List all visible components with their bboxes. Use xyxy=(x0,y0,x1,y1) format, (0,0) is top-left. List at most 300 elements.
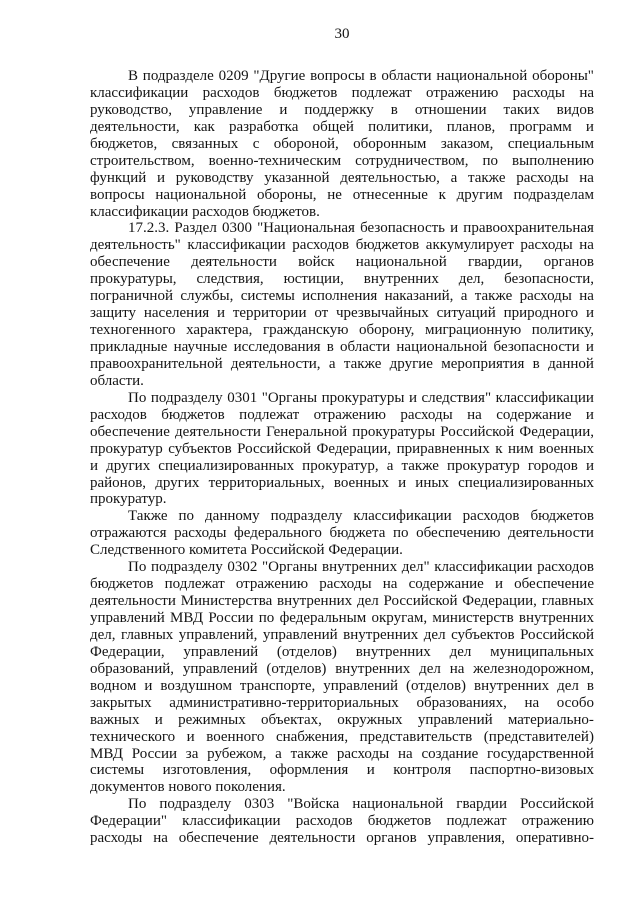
page-number: 30 xyxy=(334,26,350,42)
word: подразделу xyxy=(150,389,223,406)
word: дел xyxy=(423,626,446,643)
word: подлежат xyxy=(351,84,412,101)
text-line: классификации расходов бюджетов. xyxy=(90,203,320,220)
word: и xyxy=(494,576,503,593)
text-line: документов нового поколения. xyxy=(90,779,286,796)
word: мероприятия xyxy=(441,355,525,372)
word: содержание xyxy=(408,576,484,593)
word: закрытых xyxy=(90,694,152,711)
word: Раздел xyxy=(174,220,217,237)
word: бюджетов xyxy=(530,508,594,525)
word: другим xyxy=(456,186,503,203)
word: технического xyxy=(90,728,176,745)
text-line xyxy=(90,102,594,119)
word: внутренних xyxy=(343,626,419,643)
word: образований, xyxy=(90,660,175,677)
word: на xyxy=(382,576,398,593)
text-line xyxy=(90,424,594,441)
text-line xyxy=(128,220,594,237)
word: управление xyxy=(188,101,263,118)
word: управления, xyxy=(427,830,505,847)
word: на xyxy=(579,169,594,186)
word: отражению xyxy=(313,406,386,423)
word: управлений xyxy=(262,626,338,643)
word: и xyxy=(186,728,195,745)
word: на xyxy=(579,84,594,101)
word: по xyxy=(178,508,195,525)
text-line xyxy=(90,746,594,763)
word: расходов xyxy=(537,559,594,576)
word: МВД xyxy=(170,610,204,626)
word: безопасности xyxy=(493,339,580,355)
word: функций xyxy=(90,169,147,186)
word: от xyxy=(314,305,329,322)
word: правоохранительная xyxy=(463,220,594,237)
word: 0301 xyxy=(227,389,258,406)
text-line xyxy=(90,356,594,373)
word: Также xyxy=(128,508,168,525)
word: обороны" xyxy=(532,68,594,84)
word: дел xyxy=(356,593,379,610)
word: дел, xyxy=(90,626,116,643)
word: представительств xyxy=(359,728,473,745)
word: наказаний, xyxy=(384,288,454,305)
word: территориальных, xyxy=(208,474,325,491)
word: подразделам xyxy=(513,186,594,203)
word: расходы xyxy=(400,406,453,423)
word: 0302 xyxy=(227,559,258,576)
word: По xyxy=(128,559,147,576)
word: юстиции, xyxy=(283,271,344,288)
word: указанной xyxy=(264,169,330,186)
word: Российской xyxy=(520,796,594,813)
word: России xyxy=(131,745,178,762)
word: Российской xyxy=(520,626,594,643)
word: следствия" xyxy=(421,389,492,406)
word: прокуратуры xyxy=(352,423,436,440)
word: Министерства xyxy=(180,593,273,610)
word: прокуратур, xyxy=(302,457,379,474)
text-line: Следственного комитета Российской Федерации. xyxy=(90,542,403,559)
word: пограничной xyxy=(90,288,173,305)
word: министерств xyxy=(432,610,514,626)
word: также xyxy=(290,745,329,762)
word: снабжения, xyxy=(275,728,349,745)
word: и xyxy=(585,118,594,135)
word: (отделов) xyxy=(406,677,467,694)
word: на xyxy=(153,830,168,847)
word: видов xyxy=(556,101,594,118)
word: округам, xyxy=(371,610,428,626)
word: данной xyxy=(548,355,594,372)
word: бюджета xyxy=(329,525,386,542)
word: прикладные xyxy=(90,339,168,355)
word: важных xyxy=(90,711,140,728)
word: Российской xyxy=(383,593,458,610)
word: внутренних xyxy=(335,660,411,677)
word: воздушном xyxy=(160,677,232,694)
word: особо xyxy=(556,694,594,711)
text-line xyxy=(90,830,594,847)
word: "Национальная xyxy=(257,220,355,237)
paragraph xyxy=(90,68,594,220)
word: службы, xyxy=(180,288,234,305)
word: "Другие xyxy=(253,68,306,84)
text-line xyxy=(90,695,594,712)
text-line xyxy=(90,644,594,661)
word: данному xyxy=(205,508,260,525)
word: в xyxy=(326,339,334,355)
word: других xyxy=(106,457,151,474)
word: а xyxy=(328,355,336,372)
word: расходы xyxy=(516,169,569,186)
word: руководству xyxy=(175,169,254,186)
word: органов xyxy=(543,254,594,271)
text-line: области. xyxy=(90,372,144,389)
text-line xyxy=(90,339,594,356)
text-line: прокуратур. xyxy=(90,491,167,508)
word: аккумулирует xyxy=(425,237,514,254)
word: внутренних xyxy=(355,643,431,660)
word: управлений xyxy=(90,610,165,626)
word: и xyxy=(450,220,459,237)
word: Федерации, xyxy=(316,440,392,457)
word: и xyxy=(585,457,594,474)
word: и xyxy=(398,474,407,491)
word: главных xyxy=(541,593,594,610)
word: деятельности xyxy=(269,830,356,847)
word: В xyxy=(128,68,139,84)
word: контроля xyxy=(393,762,452,779)
word: бюджетов xyxy=(90,576,154,593)
text-line xyxy=(90,678,594,695)
word: отношении xyxy=(414,101,487,118)
word: заказом, xyxy=(440,135,494,152)
word: "Органы xyxy=(261,389,318,406)
word: и xyxy=(156,169,165,186)
word: безопасность xyxy=(360,220,446,237)
word: системы xyxy=(240,288,295,305)
word: расходы xyxy=(519,288,572,305)
text-line xyxy=(90,85,594,102)
word: и xyxy=(408,389,417,406)
paragraph xyxy=(90,220,594,389)
word: классификации xyxy=(187,237,286,254)
word: правоохранительной xyxy=(90,355,223,372)
word: области xyxy=(340,339,391,355)
word: по xyxy=(482,152,499,169)
text-line xyxy=(90,407,594,424)
text-line xyxy=(90,729,594,746)
word: расходов xyxy=(462,508,520,525)
word: не xyxy=(327,186,342,203)
word: также xyxy=(343,355,382,372)
word: исследования xyxy=(233,339,321,355)
document-body xyxy=(90,68,594,847)
word: и xyxy=(585,406,594,423)
word: Федерации, xyxy=(519,423,594,440)
word: бюджетов xyxy=(161,406,225,423)
text-line xyxy=(90,136,594,153)
word: связанных xyxy=(171,135,239,152)
word: оборонным xyxy=(353,135,427,152)
word: классификации xyxy=(434,559,533,576)
word: прокуратуры, xyxy=(90,271,177,288)
text-line xyxy=(90,593,594,610)
word: и xyxy=(216,305,225,322)
word: оформления xyxy=(269,762,349,779)
word: и xyxy=(585,339,594,355)
paragraph xyxy=(90,559,594,796)
word: создание xyxy=(421,745,479,762)
word: выполнению xyxy=(512,152,594,169)
word: расходы xyxy=(319,576,372,593)
word: и xyxy=(585,305,594,322)
word: к xyxy=(495,440,503,457)
word: военно-техническим xyxy=(208,152,342,169)
word: окружных xyxy=(337,711,403,728)
text-line xyxy=(90,712,594,729)
word: дел xyxy=(419,660,441,677)
word: специальным xyxy=(507,135,594,152)
word: городов xyxy=(527,457,578,474)
word: режимных xyxy=(178,711,246,728)
text-line xyxy=(90,475,594,492)
word: 17.2.3. xyxy=(128,220,170,237)
word: иных xyxy=(415,474,449,491)
word: федерального xyxy=(234,525,322,542)
word: транспорте, xyxy=(239,677,316,694)
word: внутренних xyxy=(474,677,550,694)
text-line xyxy=(128,559,594,576)
word: деятельности xyxy=(175,423,261,440)
word: 0300 xyxy=(221,220,252,237)
word: федеральным xyxy=(279,610,367,626)
word: политики, xyxy=(368,118,433,135)
word: внутренних xyxy=(277,593,353,610)
word: национальной xyxy=(155,186,247,203)
word: на xyxy=(579,288,594,305)
word: дел" xyxy=(401,559,430,576)
word: сотрудничеством, xyxy=(355,152,469,169)
word: национальной xyxy=(436,68,528,84)
text-line xyxy=(90,305,594,322)
word: России xyxy=(208,610,254,626)
word: классификации xyxy=(182,813,281,830)
word: отнесенные xyxy=(352,186,428,203)
text-line xyxy=(90,170,594,187)
word: бюджетов, xyxy=(90,135,158,152)
text-line xyxy=(128,508,594,525)
text-line xyxy=(128,390,594,407)
word: системы xyxy=(90,762,145,779)
text-line xyxy=(90,627,594,644)
word: муниципальных xyxy=(490,643,594,660)
text-line xyxy=(90,661,594,678)
word: расходы xyxy=(520,237,573,254)
word: расходы xyxy=(174,525,227,542)
text-line xyxy=(90,254,594,271)
word: Российской xyxy=(440,423,515,440)
word: прокуратур xyxy=(90,440,163,457)
word: гвардии xyxy=(456,796,507,813)
word: классификации xyxy=(90,84,189,101)
word: подлежат xyxy=(239,406,300,423)
word: (отделов) xyxy=(266,660,327,677)
word: расходов xyxy=(202,84,260,101)
word: и xyxy=(154,711,163,728)
word: военных xyxy=(538,440,594,457)
word: по xyxy=(393,525,409,542)
word: главных xyxy=(121,626,174,643)
word: а xyxy=(386,457,394,474)
word: Федерации" xyxy=(90,813,167,830)
word: деятельность" xyxy=(90,237,181,254)
word: бюджетов xyxy=(273,84,338,101)
word: подлежат xyxy=(164,576,225,593)
word: оборону, xyxy=(359,322,415,339)
word: подразделу xyxy=(270,508,343,525)
word: подразделу xyxy=(159,796,232,813)
word: Генеральной xyxy=(266,423,348,440)
word: бюджетов xyxy=(355,237,420,254)
paragraph xyxy=(90,796,594,847)
word: вопросы xyxy=(90,186,145,203)
word: Федерации, xyxy=(90,643,165,660)
text-line xyxy=(90,525,594,542)
word: также xyxy=(474,288,513,305)
word: ситуаций xyxy=(436,305,496,322)
word: деятельности, xyxy=(90,118,180,135)
word: управлений xyxy=(417,711,493,728)
word: оперативно- xyxy=(515,830,594,847)
word: образованиях, xyxy=(416,694,507,711)
word: субъектов xyxy=(168,440,232,457)
word: 0209 xyxy=(218,68,249,84)
word: прокуратур xyxy=(447,457,520,474)
word: и xyxy=(144,677,153,694)
word: общей xyxy=(312,118,354,135)
word: МВД xyxy=(90,745,124,762)
word: в xyxy=(369,68,377,84)
text-line xyxy=(90,288,594,305)
word: содержание xyxy=(496,406,572,423)
word: классификации xyxy=(353,508,452,525)
word: районов, xyxy=(90,474,147,491)
word: обеспечению xyxy=(416,525,501,542)
word: обеспечение xyxy=(178,830,259,847)
word: ним xyxy=(507,440,534,457)
word: за xyxy=(185,745,199,762)
word: другие xyxy=(389,355,433,372)
word: (представителей) xyxy=(483,728,594,745)
word: области xyxy=(381,68,432,84)
word: Российской xyxy=(237,440,312,457)
word: руководство, xyxy=(90,101,172,118)
word: изготовления, xyxy=(162,762,252,779)
paragraph xyxy=(90,508,594,559)
word: также xyxy=(401,457,439,474)
word: деятельностью, xyxy=(340,169,440,186)
word: классификации xyxy=(495,389,594,406)
word: (отделов) xyxy=(276,643,337,660)
word: гражданскую xyxy=(262,322,349,339)
word: обороной, xyxy=(273,135,339,152)
text-line xyxy=(128,68,594,85)
word: миграционную xyxy=(425,322,522,339)
word: рубежом, xyxy=(207,745,267,762)
word: на xyxy=(579,237,594,254)
word: расходы xyxy=(90,830,143,847)
word: приравненных xyxy=(396,440,490,457)
text-line xyxy=(90,237,594,254)
word: населения xyxy=(143,305,210,322)
word: и xyxy=(279,101,288,118)
word: отражаются xyxy=(90,525,167,542)
word: а xyxy=(275,745,282,762)
text-line xyxy=(90,119,594,136)
text-line xyxy=(90,187,594,204)
word: дел, xyxy=(458,271,485,288)
word: национальной xyxy=(355,254,447,271)
word: "Органы xyxy=(262,559,318,576)
word: научные xyxy=(173,339,228,355)
word: как xyxy=(193,118,215,135)
word: обороны, xyxy=(257,186,317,203)
word: чрезвычайных xyxy=(336,305,429,322)
word: гвардии, xyxy=(467,254,523,271)
word: внутренних xyxy=(321,559,398,576)
word: обеспечение xyxy=(514,576,594,593)
word: на xyxy=(524,694,540,711)
word: и xyxy=(90,457,99,474)
word: расходы xyxy=(336,745,390,762)
word: характера, xyxy=(186,322,253,339)
word: "Войска xyxy=(287,796,340,813)
word: военных xyxy=(333,474,389,491)
word: объектах, xyxy=(261,711,322,728)
text-line xyxy=(90,153,594,170)
word: 0303 xyxy=(244,796,275,813)
word: подлежат xyxy=(446,813,507,830)
word: Федерации, xyxy=(462,593,537,610)
text-line xyxy=(90,271,594,288)
word: вопросы xyxy=(310,68,365,84)
word: расходы xyxy=(512,84,565,101)
word: государственной xyxy=(487,745,594,762)
word: деятельности xyxy=(90,593,176,610)
word: обеспечение xyxy=(90,423,170,440)
word: расходов xyxy=(292,237,350,254)
word: в xyxy=(532,355,540,372)
text-line xyxy=(90,441,594,458)
text-line xyxy=(128,796,594,813)
word: дел xyxy=(449,643,472,660)
word: и xyxy=(366,762,375,779)
word: обеспечение xyxy=(90,254,170,271)
word: на xyxy=(467,406,482,423)
word: следствия, xyxy=(196,271,264,288)
text-line xyxy=(90,762,594,779)
word: По xyxy=(128,389,147,406)
word: других xyxy=(155,474,200,491)
word: специализированных xyxy=(458,474,594,491)
word: управлений xyxy=(183,643,259,660)
word: к xyxy=(438,186,446,203)
word: территории xyxy=(232,305,307,322)
text-line xyxy=(90,610,594,627)
word: а xyxy=(450,169,458,186)
